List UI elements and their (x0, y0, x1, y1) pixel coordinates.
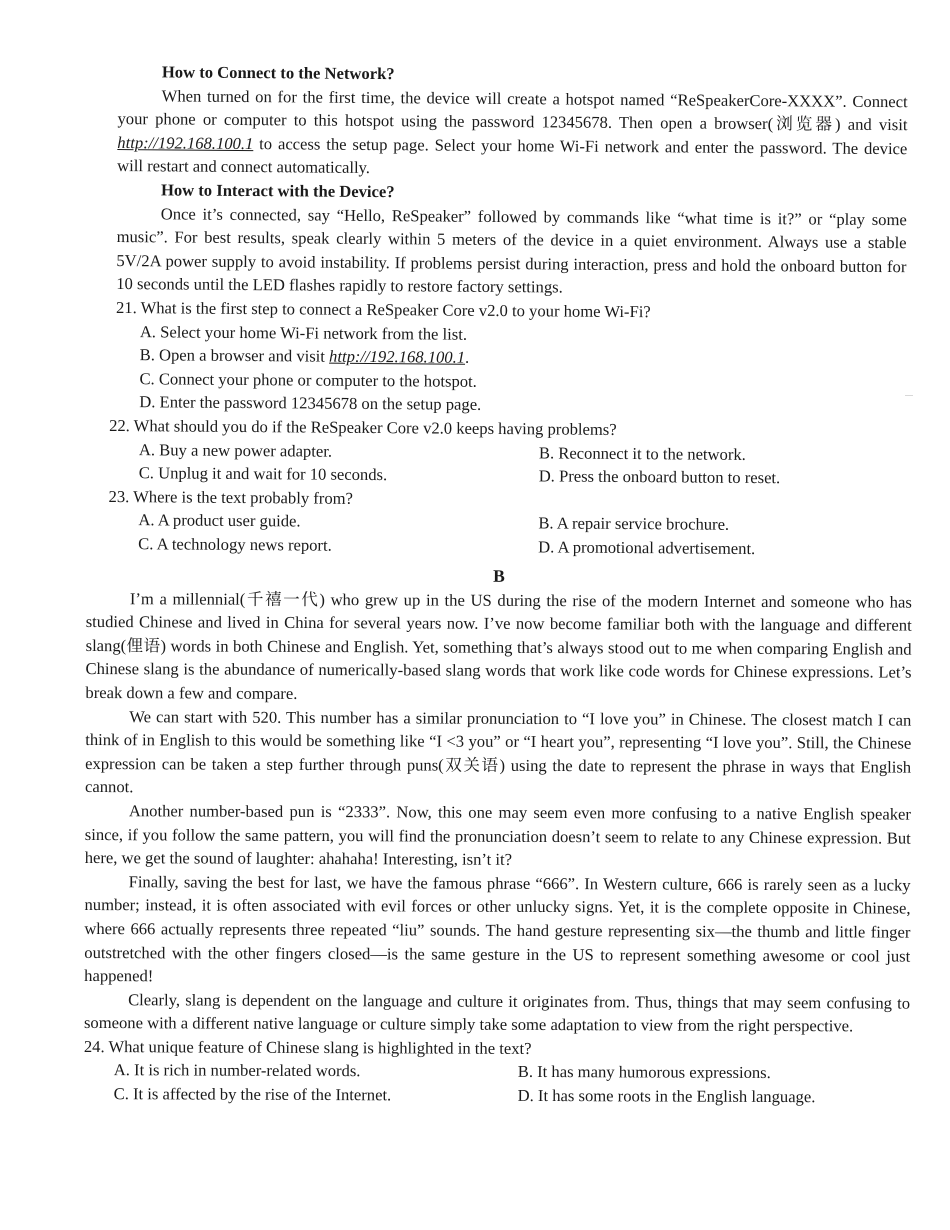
question-21-option-b-url[interactable]: http://192.168.100.1 (329, 346, 466, 367)
paragraph-b-5: Clearly, slang is dependent on the language and culture it originates from. Thus, things that may seem confusing to someone with a different native language or culture simply take some adaptation to view from the right perspective. (83, 989, 911, 1036)
question-22-stem: 22. What should you do if the ReSpeaker Core v2.0 keeps having problems? (109, 415, 617, 439)
paragraph-connect-part-1: When turned on for the first time, the device will create a hotspot named “ReSpeakerCore-XXXX”. Connect your phone or computer to this hotspot using the password 12345678. Then open a browser(浏览器) and visit (117, 85, 908, 135)
question-22 (109, 414, 906, 491)
question-21-option-b-prefix: B. Open a browser and visit (139, 345, 330, 366)
question-22-options (115, 437, 905, 490)
question-22-option-b: B. Reconnect it to the network. (538, 442, 746, 464)
heading-interact: How to Interact with the Device? (160, 180, 395, 202)
question-24 (84, 1035, 910, 1109)
paragraph-b-3: Another number-based pun is “2333”. Now, this one may seem even more confusing to a native English speaker since, if you follow the same pattern, you will find the pronunciation doesn’t seem to relate to any Chinese expression. But here, we get the sound of laughter: ahahaha! Interesting, isn’t it? (84, 801, 911, 869)
question-23-options (114, 508, 904, 561)
section-b (84, 563, 912, 1109)
question-24-options (84, 1058, 910, 1109)
question-24-stem: 24. What unique feature of Chinese slang is highlighted in the text? (83, 1036, 532, 1058)
question-22-option-a: A. Buy a new power adapter. (138, 439, 333, 461)
heading-connect: How to Connect to the Network? (161, 62, 395, 84)
paragraph-interact: Once it’s connected, say “Hello, ReSpeaker” followed by commands like “what time is it?” or “play some music”. For best results, speak clearly within 5 meters of the device in a quiet environment. Always use a stable 5V/2A power supply to avoid instability. If problems persist during interaction, press and hold the onboard button for 10 seconds until the LED flashes rapidly to restore factory settings. (116, 203, 907, 297)
paragraph-b-1: I’m a millennial(千禧一代) who grew up in the US during the rise of the modern Internet and someone who has studied Chinese and lived in China for several years now. I’ve now become familiar both with the language and different slang(俚语) words in both Chinese and English. Yet, something that’s always stood out to me when comparing English and Chinese slang is the abundance of numerically-based slang words that work like code words for Chinese expressions. Let’s break down a few and compare. (85, 588, 912, 703)
setup-url-link[interactable]: http://192.168.100.1 (117, 132, 254, 153)
paragraph-b-2: We can start with 520. This number has a similar pronunciation to “I love you” in Chinese. The closest match I can think of in English to this would be something like “I <3 you” or “I heart you”, representing “I love you”. Still, the Chinese expression can be taken a step further through puns(双关语) using the date to represent the phrase in ways that English cannot. (84, 706, 912, 797)
question-23 (108, 485, 905, 562)
question-21 (115, 296, 906, 420)
question-21-options (115, 320, 906, 421)
question-24-option-d: D. It has some roots in the English language. (517, 1085, 816, 1107)
question-21-option-b-suffix: . (465, 347, 470, 367)
question-24-option-b: B. It has many humorous expressions. (517, 1062, 771, 1083)
question-22-option-c: C. Unplug it and wait for 10 seconds. (138, 463, 388, 485)
question-21-option-d: D. Enter the password 12345678 on the setup page. (139, 392, 482, 415)
paragraph-b-4: Finally, saving the best for last, we have the famous phrase “666”. In Western culture, 666 is rarely seen as a lucky number; instead, it is often associated with evil forces or other unlucky signs. Yet, it is the complete opposite in Chinese, where 666 actually represents three repeated “liu” sounds. The hand gesture representing six—the thumb and little finger outstretched with the other fingers closed—is the same gesture in the US to represent something awesome or cool just happened! (84, 871, 911, 986)
question-21-stem: 21. What is the first step to connect a ReSpeaker Core v2.0 to your home Wi-Fi? (115, 297, 651, 322)
question-24-option-a: A. It is rich in number-related words. (113, 1060, 361, 1081)
question-21-option-a: A. Select your home Wi-Fi network from the list. (139, 321, 468, 344)
section-a (108, 60, 908, 562)
question-21-option-c: C. Connect your phone or computer to the hotspot. (139, 368, 477, 391)
question-23-option-a: A. A product user guide. (138, 510, 301, 531)
section-b-letter: B (493, 565, 505, 586)
question-23-stem: 23. Where is the text probably from? (108, 486, 354, 508)
question-23-option-b: B. A repair service brochure. (538, 513, 730, 535)
question-23-option-c: C. A technology news report. (138, 534, 332, 555)
question-24-option-c: C. It is affected by the rise of the Internet. (113, 1084, 392, 1105)
question-22-option-d: D. Press the onboard button to reset. (538, 466, 781, 488)
paragraph-connect-part-2: to access the setup page. Select your home Wi-Fi network and enter the password. The device will restart and connect automatically. (117, 133, 908, 178)
paragraph-connect (117, 84, 908, 185)
question-23-option-d: D. A promotional advertisement. (538, 537, 756, 558)
scan-mark (905, 395, 913, 396)
